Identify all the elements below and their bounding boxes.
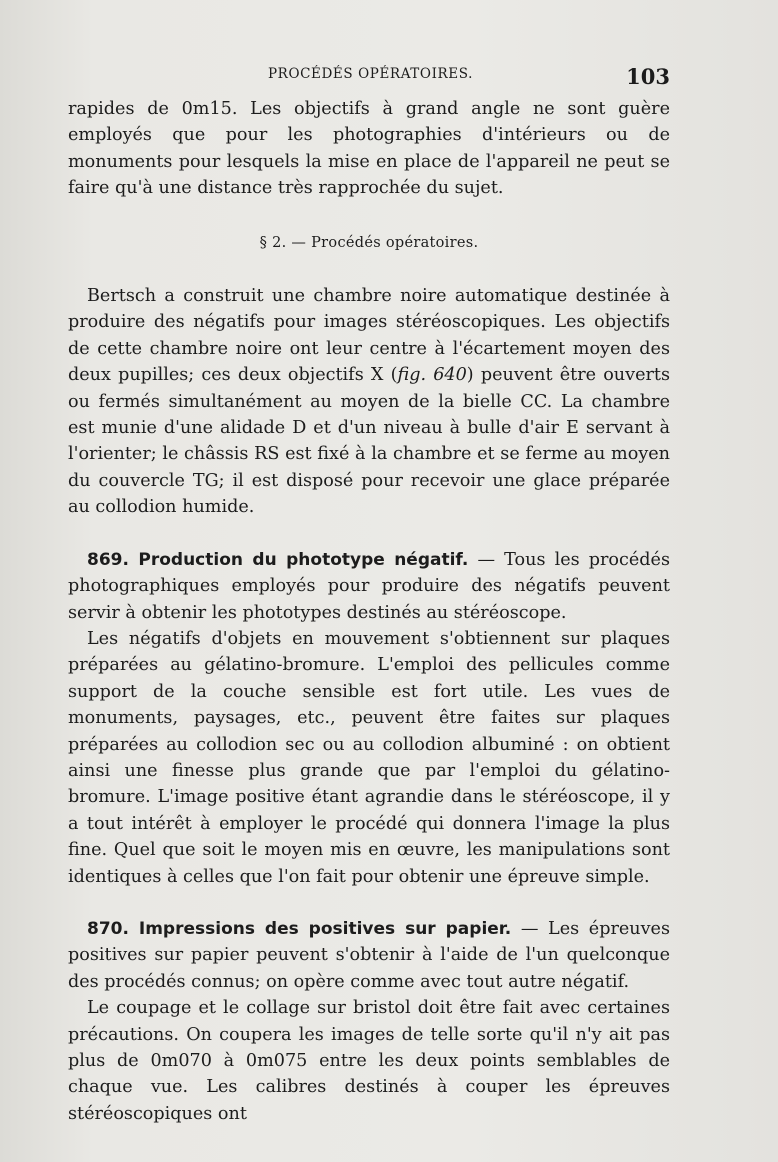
running-title: PROCÉDÉS OPÉRATOIRES. xyxy=(268,66,473,82)
section-870-paragraph: Le coupage et le collage sur bristol doit être fait avec certaines précautions. On coupera les images de telle sorte qu'il n'y ait pas plus de 0m070 à 0m075 entre les deux points semblables de chaque vue. Les calibres destinés à couper les épreuves stéréoscopiques ont xyxy=(68,998,670,1124)
paragraph-continuation: rapides de 0m15. Les objectifs à grand angle ne sont guère employés que pour les photographies d'intérieurs ou de monuments pour lesquels la mise en place de l'appareil ne peut se faire qu'à une distance très rapprochée du sujet. xyxy=(68,99,670,199)
section-869-paragraph: Les négatifs d'objets en mouvement s'obtiennent sur plaques préparées au gélatino-bromure. L'emploi des pellicules comme support de la couche sensible est fort utile. Les vues de monuments, paysages, etc., peuvent être faites sur plaques préparées au collodion sec ou au collodion albuminé : on obtient ainsi une finesse plus grande que par l'emploi du gélatino-bromure. L'image positive étant agrandie dans le stéréoscope, il y a tout intérêt à employer le procédé qui donnera l'image la plus fine. Quel que soit le moyen mis en œuvre, les manipulations sont identiques à celles que l'on fait pour obtenir une épreuve simple. xyxy=(68,628,670,887)
section-heading: § 2. — Procédés opératoires. xyxy=(259,234,479,251)
paragraph-bertsch xyxy=(68,283,670,521)
page-number: 103 xyxy=(626,64,670,89)
section-870-heading: 870. Impressions des positives sur papier. xyxy=(87,918,512,939)
spacer xyxy=(68,890,670,916)
section-869-lead xyxy=(68,547,670,626)
section-870-lead-text: — Les épreuves positives sur papier peuvent s'obtenir à l'aide de l'un quelconque des procédés connus; on opère comme avec tout autre négatif. xyxy=(68,918,670,992)
page-header xyxy=(68,64,668,90)
paragraph-bertsch-text-end: ) peuvent être ouverts ou fermés simultanément au moyen de la bielle CC. La chambre est munie d'une alidade D et d'un niveau à bulle d'air E servant à l'orienter; le châssis RS est fixé à la chambre et se ferme au moyen du couvercle TG; il est disposé pour recevoir une glace préparée au collodion humide. xyxy=(68,365,671,518)
section-870-lead xyxy=(68,916,670,995)
paragraph-bertsch-text-start: Bertsch a construit une chambre noire automatique destinée à produire des négatifs pour images stéréoscopiques. Les objectifs de cette chambre noire ont leur centre à l'écartement moyen des deux pupilles; ces deux objectifs X ( xyxy=(68,286,670,386)
page-body xyxy=(68,96,670,1127)
figure-reference: fig. 640 xyxy=(397,365,467,386)
spacer xyxy=(68,521,670,547)
section-869-heading: 869. Production du phototype négatif. xyxy=(87,549,469,570)
section-869-lead-text: — Tous les procédés photographiques employés pour produire des négatifs peuvent servir à obtenir les phototypes destinés au stéréoscope. xyxy=(68,549,670,623)
